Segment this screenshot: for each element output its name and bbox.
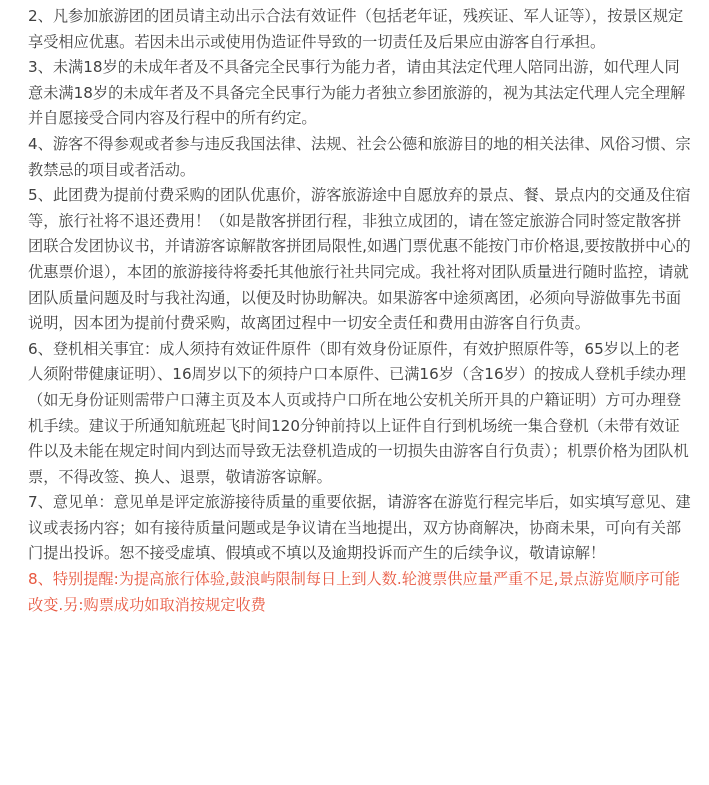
notice-paragraph-4: 4、游客不得参观或者参与违反我国法律、法规、社会公德和旅游目的地的相关法律、风俗习惯、宗教禁忌的项目或者活动。 xyxy=(28,134,691,179)
notice-paragraph-7: 7、意见单：意见单是评定旅游接待质量的重要依据，请游客在游览行程完毕后，如实填写意见、建议或表扬内容；如有接待质量问题或是争议请在当地提出，双方协商解决，协商未果，可向有关部门提出投诉。恕不接受虚填、假填或不填以及逾期投诉而产生的后续争议，敬请谅解！ xyxy=(28,493,691,563)
notice-paragraph-6: 6、登机相关事宜：成人须持有效证件原件（即有效身份证原件，有效护照原件等，65岁以上的老人须附带健康证明）、16周岁以下的须持户口本原件、已满16岁（含16岁）的按成人登机手续办理（如无身份证则需带户口薄主页及本人页或持户口所在地公安机关所开具的户籍证明）方可办理登机手续。建议于所通知航班起飞时间120分钟前持以上证件自行到机场统一集合登机（未带有效证件以及未能在规定时间内到达而导致无法登机造成的一切损失由游客自行负责）；机票价格为团队机票，不得改签、换人、退票，敬请游客谅解。 xyxy=(28,339,689,486)
special-reminder-paragraph: 8、特别提醒:为提高旅行体验,鼓浪屿限制每日上到人数.轮渡票供应量严重不足,景点游览顺序可能改变.另:购票成功如取消按规定收费 xyxy=(28,570,680,614)
document-body xyxy=(28,4,692,618)
notice-paragraph-3: 3、未满18岁的未成年者及不具备完全民事行为能力者，请由其法定代理人陪同出游，如代理人同意未满18岁的未成年者及不具备完全民事行为能力者独立参团旅游的，视为其法定代理人完全理解并自愿接受合同内容及行程中的所有约定。 xyxy=(28,58,686,128)
notice-paragraph-2: 2、凡参加旅游团的团员请主动出示合法有效证件（包括老年证，残疾证、军人证等），按景区规定享受相应优惠。若因未出示或使用伪造证件导致的一切责任及后果应由游客自行承担。 xyxy=(28,7,684,51)
notice-paragraph-5: 5、此团费为提前付费采购的团队优惠价，游客旅游途中自愿放弃的景点、餐、景点内的交通及住宿等，旅行社将不退还费用！（如是散客拼团行程，非独立成团的，请在签定旅游合同时签定散客拼团联合发团协议书，并请游客谅解散客拼团局限性,如遇门票优惠不能按门市价格退,要按散拼中心的优惠票价退），本团的旅游接待将委托其他旅行社共同完成。我社将对团队质量进行随时监控，请就团队质量问题及时与我社沟通，以便及时协助解决。如果游客中途须离团，必须向导游做事先书面说明，因本团为提前付费采购，故离团过程中一切安全责任和费用由游客自行负责。 xyxy=(28,186,691,333)
